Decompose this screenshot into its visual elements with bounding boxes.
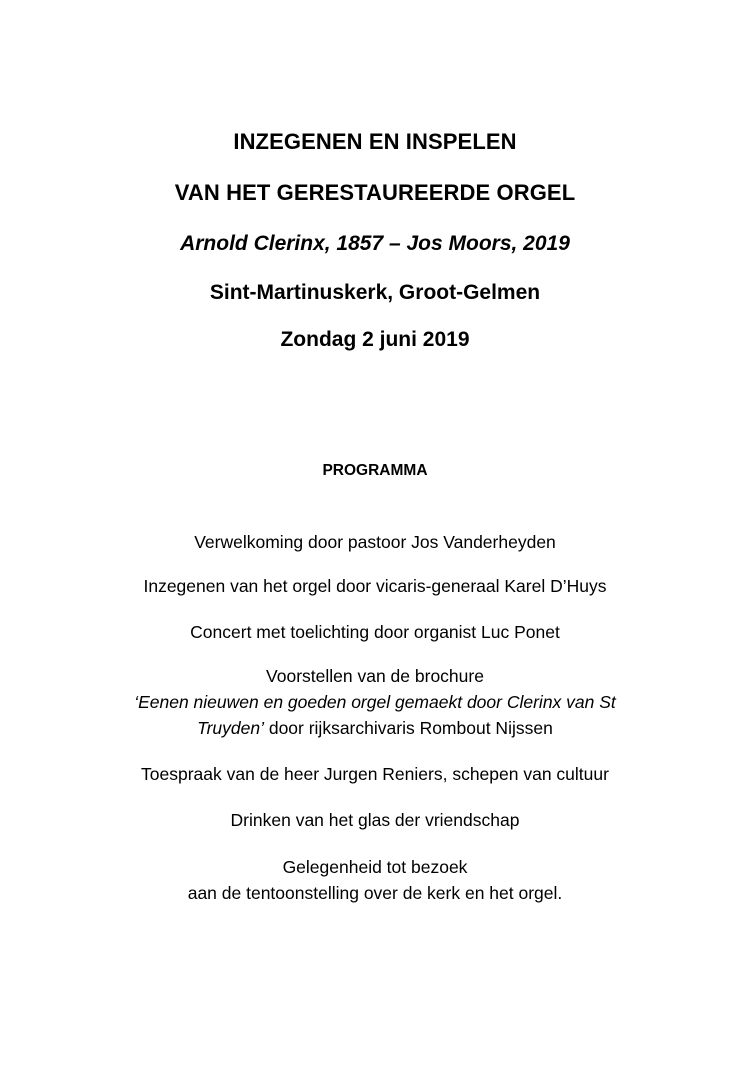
programme-item-blessing: Inzegenen van het orgel door vicaris-generaal Karel D’Huys <box>143 576 607 596</box>
programme-item-drinks: Drinken van het glas der vriendschap <box>230 810 520 830</box>
location: Sint-Martinuskerk, Groot-Gelmen <box>209 281 541 304</box>
programme-item-speech: Toespraak van de heer Jurgen Reniers, schepen van cultuur <box>141 764 609 784</box>
programme-item-visit-line2: aan de tentoonstelling over de kerk en het orgel. <box>187 883 563 903</box>
brochure-title-end: Truyden’ <box>197 718 264 738</box>
title-line-1: INZEGENEN EN INSPELEN <box>233 129 517 154</box>
title-line-2: VAN HET GERESTAUREERDE ORGEL <box>174 180 576 205</box>
organ-builders: Arnold Clerinx, 1857 – Jos Moors, 2019 <box>180 232 570 255</box>
programme-item-welcome: Verwelkoming door pastoor Jos Vanderheyden <box>194 532 556 552</box>
programme-item-brochure-line2: ‘Eenen nieuwen en goeden orgel gemaekt door Clerinx van St <box>134 692 616 712</box>
programme-item-concert: Concert met toelichting door organist Luc Ponet <box>190 622 560 642</box>
event-date: Zondag 2 juni 2019 <box>280 328 470 351</box>
programme-item-brochure-line3 <box>0 718 750 739</box>
programme-heading: PROGRAMMA <box>322 462 428 479</box>
programme-item-visit-line1: Gelegenheid tot bezoek <box>282 857 468 877</box>
brochure-presenter: door rijksarchivaris Rombout Nijssen <box>263 718 553 738</box>
programme-item-brochure-line1: Voorstellen van de brochure <box>266 666 484 686</box>
